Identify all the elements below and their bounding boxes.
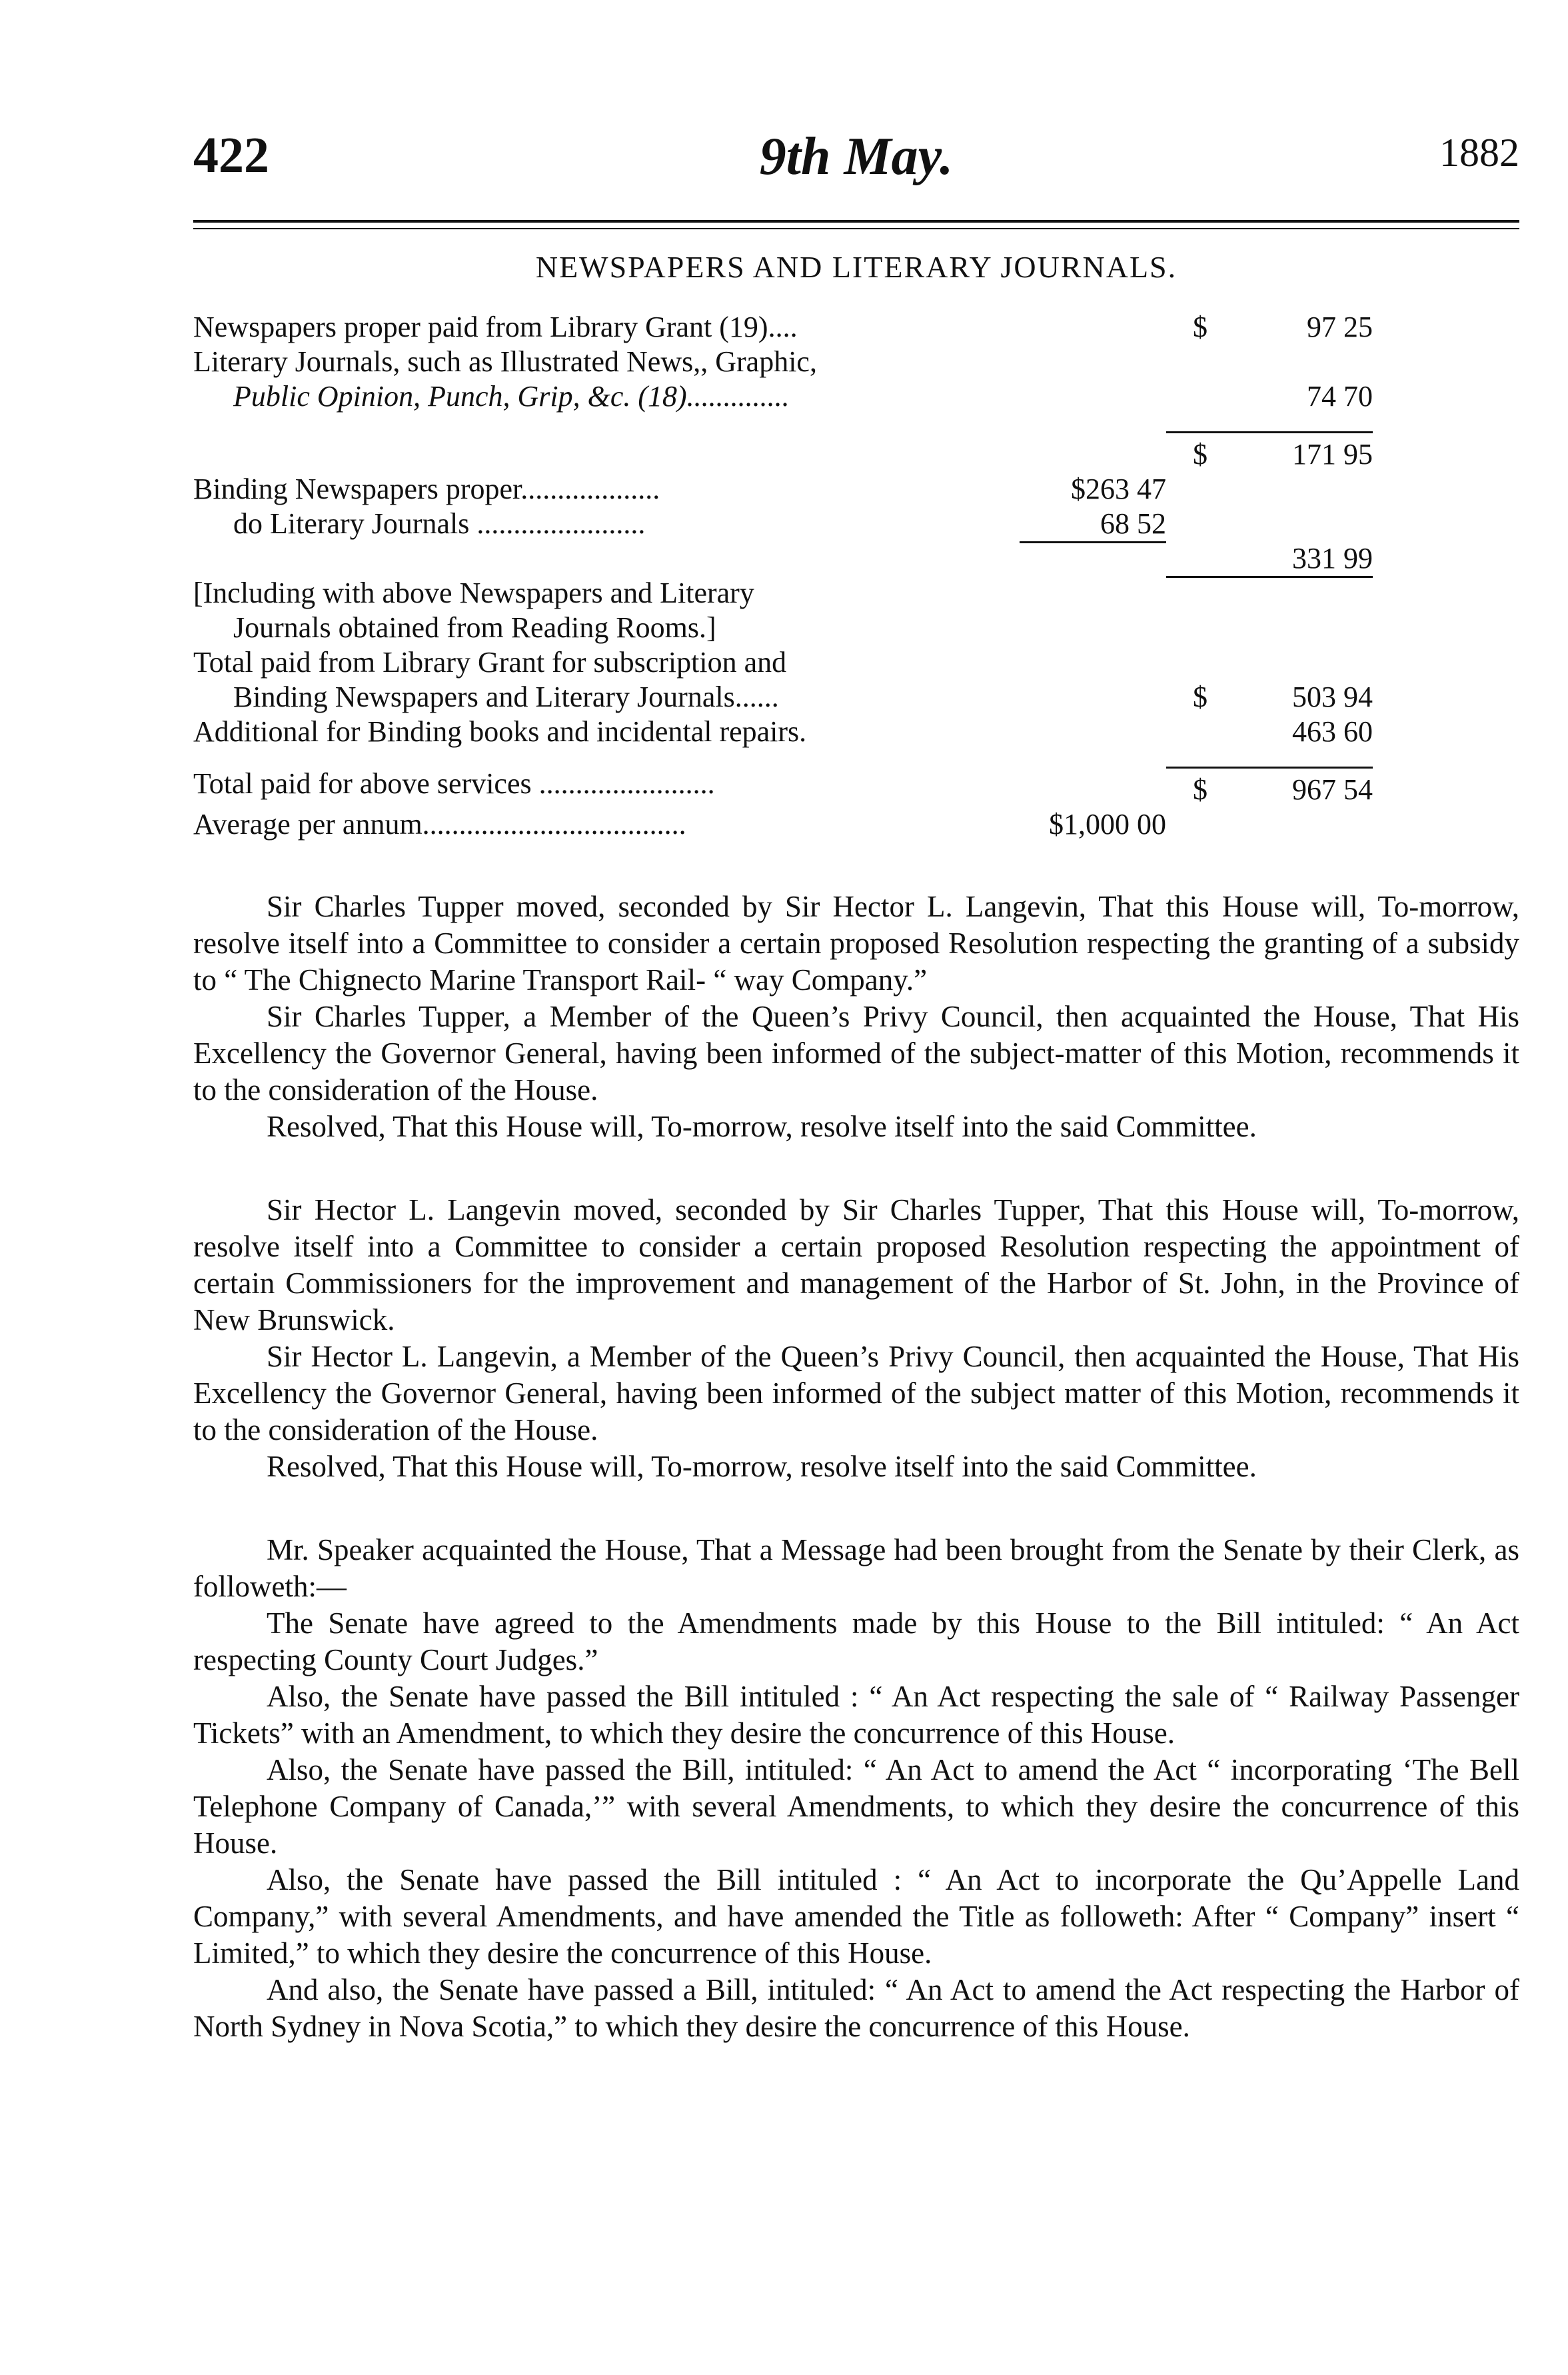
account-subtotal-row [193, 431, 1519, 472]
account-row [193, 345, 1519, 379]
account-desc: Average per annum.................................... [193, 808, 686, 841]
paragraph: And also, the Senate have passed a Bill, intituled: “ An Act to amend the Act respecting the Harbor of North Sydney in Nova Scotia,” to which they desire the concurrence of this House. [193, 1973, 1519, 2043]
account-amount: 967 54 [1292, 773, 1373, 806]
account-mid-amount: $263 47 [1071, 473, 1166, 505]
account-desc: Total paid for above services ........................ [193, 767, 715, 800]
account-desc: Journals obtained from Reading Rooms.] [233, 611, 716, 644]
paragraph: Resolved, That this House will, To-morrow, resolve itself into the said Committee. [267, 1110, 1257, 1143]
account-grand-total-row [193, 767, 1519, 807]
paragraph: Mr. Speaker acquainted the House, That a Message had been brought from the Senate by their Clerk, as followeth:— [193, 1533, 1519, 1603]
motion-subsidy-block [193, 889, 1519, 1145]
account-desc: [Including with above Newspapers and Literary [193, 577, 754, 609]
page-year: 1882 [1439, 131, 1519, 175]
account-amount: 331 99 [1292, 542, 1373, 575]
paragraph: Resolved, That this House will, To-morrow, resolve itself into the said Committee. [267, 1450, 1257, 1483]
account-row [193, 379, 1519, 414]
paragraph: The Senate have agreed to the Amendments made by this House to the Bill intituled: “ An Act respecting County Court Judges.” [193, 1606, 1519, 1676]
paragraph: Also, the Senate have passed the Bill, intituled: “ An Act to amend the Act “ incorporating ‘The Bell Telephone Company of Canada,’” with several Amendments, to which they desire the concurrence of this House. [193, 1753, 1519, 1860]
page-date-heading: 9th May. [759, 127, 954, 186]
paragraph: Sir Charles Tupper moved, seconded by Sir Hector L. Langevin, That this House will, To-morrow, resolve itself into a Committee to consider a certain proposed Resolution respecting the granting of a subsidy to “ The Chignecto Marine Transport Rail- “ way Company.” [193, 890, 1519, 997]
account-amount: 97 25 [1307, 311, 1373, 343]
account-desc: Total paid from Library Grant for subscription and [193, 646, 787, 679]
account-row [193, 472, 1519, 507]
section-title: NEWSPAPERS AND LITERARY JOURNALS. [535, 250, 1177, 284]
paragraph: Also, the Senate have passed the Bill intituled : “ An Act to incorporate the Qu’Appelle Land Company,” with several Amendments, and have amended the Title as followeth: After “ Company” insert “ Limited,” to which they desire the concurrence of this House. [193, 1863, 1519, 1970]
paragraph: Also, the Senate have passed the Bill intituled : “ An Act respecting the sale of “ Railway Passenger Tickets” with an Amendment, to which they desire the concurrence of this House. [193, 1680, 1519, 1750]
currency-sign: $ [1193, 773, 1207, 806]
account-desc: Binding Newspapers proper................... [193, 473, 660, 505]
account-row [193, 576, 1519, 611]
account-desc: Binding Newspapers and Literary Journals...... [233, 681, 779, 713]
account-mid-amount: $1,000 00 [1049, 808, 1166, 841]
paragraph: Sir Hector L. Langevin moved, seconded by Sir Charles Tupper, That this House will, To-morrow, resolve itself into a Committee to consider a certain proposed Resolution respecting the appointment of certain Commissioners for the improvement and management of the Harbor of St. John, in the Province of New Brunswick. [193, 1193, 1519, 1336]
page-number: 422 [193, 127, 269, 183]
account-amount: 463 60 [1292, 715, 1373, 748]
header-double-rule [193, 220, 1519, 229]
account-row [193, 715, 1519, 749]
account-row [193, 645, 1519, 680]
account-row [193, 507, 1519, 541]
account-amount: 503 94 [1292, 681, 1373, 713]
running-head [193, 100, 1519, 220]
paragraph: Sir Hector L. Langevin, a Member of the Queen’s Privy Council, then acquainted the House, That His Excellency the Governor General, having been informed of the subject matter of this Motion, recommends it to the consideration of the House. [193, 1340, 1519, 1446]
account-amount: 171 95 [1292, 438, 1373, 471]
account-row [193, 680, 1519, 715]
account-amount: 74 70 [1307, 380, 1373, 413]
journal-page [193, 100, 1519, 2045]
account-desc: do Literary Journals ....................... [233, 507, 646, 540]
account-row [193, 310, 1519, 345]
account-desc: Additional for Binding books and incidental repairs. [193, 715, 807, 748]
account-row [193, 611, 1519, 645]
account-desc: Newspapers proper paid from Library Grant (19).... [193, 311, 798, 343]
account-row [193, 807, 1519, 842]
accounts-table [193, 310, 1519, 842]
account-desc: Literary Journals, such as Illustrated News,, Graphic, [193, 345, 817, 378]
account-row [193, 541, 1519, 576]
paragraph: Sir Charles Tupper, a Member of the Queen’s Privy Council, then acquainted the House, That His Excellency the Governor General, having been informed of the subject-matter of this Motion, recommends it to the consideration of the House. [193, 1000, 1519, 1107]
account-mid-amount: 68 52 [1100, 507, 1166, 540]
currency-sign: $ [1193, 311, 1207, 343]
currency-sign: $ [1193, 681, 1207, 713]
motion-harbor-block [193, 1192, 1519, 1485]
account-desc: Public Opinion, Punch, Grip, &c. (18).............. [233, 380, 790, 413]
currency-sign: $ [1193, 438, 1207, 471]
senate-message-block [193, 1532, 1519, 2045]
